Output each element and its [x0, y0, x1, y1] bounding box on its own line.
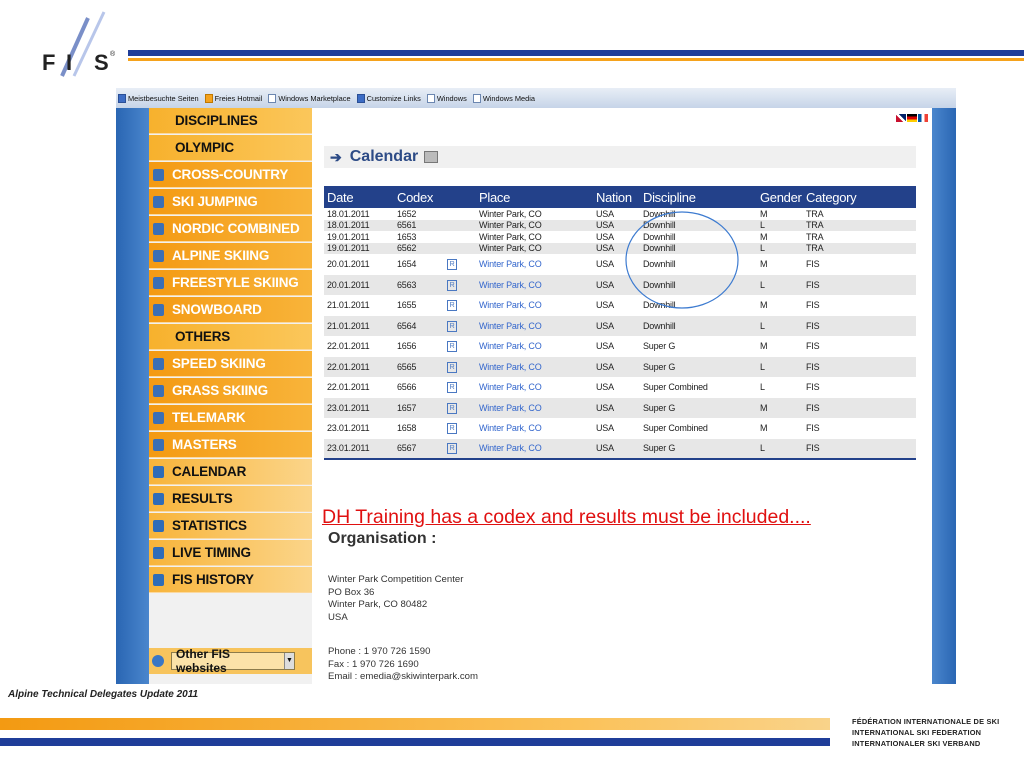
cell-results[interactable] — [444, 398, 476, 419]
dropdown-arrow-icon[interactable]: ▼ — [284, 653, 294, 669]
calendar-rows — [324, 208, 916, 459]
calendar-table — [324, 186, 916, 460]
cell-gender: L — [757, 220, 803, 232]
right-background — [932, 108, 956, 684]
table-row — [324, 231, 916, 243]
cell-nation: USA — [593, 398, 640, 419]
col-gender[interactable]: Gender — [757, 186, 803, 208]
cell-gender: M — [757, 208, 803, 220]
footer-stripe — [0, 716, 830, 746]
cell-codex: 1652 — [394, 208, 444, 220]
cell-place[interactable]: Winter Park, CO — [479, 300, 542, 311]
cell-date: 22.01.2011 — [327, 382, 370, 393]
results-icon[interactable]: R — [447, 300, 457, 311]
globe-icon — [149, 655, 167, 667]
organisation-title: Organisation : — [328, 530, 437, 547]
link-windows-media[interactable]: Windows Media — [473, 94, 535, 103]
table-row — [324, 208, 916, 220]
cell-category: FIS — [806, 259, 820, 270]
cell-place: Winter Park, CO — [476, 208, 593, 220]
nav-statistics[interactable]: STATISTICS — [149, 513, 312, 539]
cell-results[interactable] — [444, 254, 476, 275]
cell-category: FIS — [806, 341, 820, 352]
nav-live-timing[interactable]: LIVE TIMING — [149, 540, 312, 566]
cell-codex: 6563 — [394, 275, 444, 296]
cell-date: 18.01.2011 — [324, 208, 394, 220]
col-date[interactable]: Date — [324, 186, 394, 208]
cell-codex: 6567 — [394, 439, 444, 460]
cell-category: TRA — [803, 208, 916, 220]
cell-nation: USA — [593, 275, 640, 296]
history-icon — [149, 567, 167, 592]
cell-date: 23.01.2011 — [324, 398, 394, 419]
svg-text:S: S — [94, 50, 109, 75]
flag-english-icon[interactable] — [896, 114, 906, 122]
svg-text:®: ® — [110, 51, 116, 58]
olympic-header: OLYMPIC — [149, 135, 312, 161]
cell-results[interactable] — [444, 295, 476, 316]
link-windows[interactable]: Windows — [427, 94, 467, 103]
address-line: USA — [328, 611, 348, 623]
cell-discipline: Super Combined — [643, 382, 708, 393]
calendar-title: Calendar — [349, 148, 419, 165]
cell-category: FIS — [806, 423, 820, 434]
cell-discipline: Downhill — [640, 231, 757, 243]
cell-date: 19.01.2011 — [324, 243, 394, 255]
cell-date: 20.01.2011 — [327, 259, 370, 270]
cell-place: Winter Park, CO — [476, 243, 593, 255]
cell-place[interactable]: Winter Park, CO — [476, 316, 593, 337]
organisation-contact — [328, 646, 478, 684]
cell-results[interactable] — [444, 418, 476, 439]
nav-results[interactable]: RESULTS — [149, 486, 312, 512]
table-row — [324, 336, 916, 357]
cell-nation: USA — [596, 423, 614, 434]
cell-nation: USA — [593, 243, 640, 255]
cell-gender: L — [757, 275, 803, 296]
cell-date: 18.01.2011 — [324, 220, 394, 232]
address-line: Winter Park Competition Center — [328, 574, 464, 585]
header-stripe — [128, 50, 1024, 62]
cell-codex: 1653 — [394, 231, 444, 243]
browser-links-bar — [116, 88, 956, 108]
page-icon — [118, 94, 126, 103]
nav-calendar[interactable]: CALENDAR — [149, 459, 312, 485]
cell-category: FIS — [803, 439, 916, 460]
print-icon[interactable] — [424, 151, 438, 163]
hotmail-icon — [205, 94, 213, 103]
cell-nation: USA — [596, 382, 614, 393]
page-icon — [268, 94, 276, 103]
statistics-icon — [149, 513, 167, 538]
cell-codex: 6561 — [394, 220, 444, 232]
nav-freestyle-skiing[interactable]: FREESTYLE SKIING — [149, 270, 312, 296]
nav-snowboard[interactable]: SNOWBOARD — [149, 297, 312, 323]
cell-gender: L — [757, 357, 803, 378]
cell-nation: USA — [593, 208, 640, 220]
cell-category: FIS — [803, 357, 916, 378]
table-row — [324, 243, 916, 255]
cell-nation: USA — [596, 341, 614, 352]
cell-discipline: Super G — [643, 341, 676, 352]
address-line: Winter Park, CO 80482 — [328, 599, 428, 610]
cell-place: Winter Park, CO — [476, 231, 593, 243]
arrow-right-icon: ➔ — [330, 148, 342, 165]
cell-place[interactable]: Winter Park, CO — [479, 423, 542, 434]
cell-codex: 1655 — [397, 300, 417, 311]
language-flags — [896, 114, 928, 122]
email-link[interactable]: Email : emedia@skiwinterpark.com — [328, 671, 478, 682]
cell-date: 23.01.2011 — [327, 423, 370, 434]
cell-category: TRA — [803, 243, 916, 255]
cell-place: Winter Park, CO — [476, 220, 593, 232]
disciplines-header: DISCIPLINES — [149, 108, 312, 134]
footer-caption: Alpine Technical Delegates Update 2011 — [8, 689, 199, 700]
page-icon — [473, 94, 481, 103]
cell-nation: USA — [593, 231, 640, 243]
cell-category: FIS — [803, 275, 916, 296]
jumper-icon — [149, 189, 167, 214]
cell-results[interactable] — [444, 220, 476, 232]
cell-discipline: Downhill — [640, 243, 757, 255]
calendar-heading — [324, 146, 916, 168]
cell-nation: USA — [596, 259, 614, 270]
cell-place[interactable]: Winter Park, CO — [476, 439, 593, 460]
cell-date: 21.01.2011 — [324, 316, 394, 337]
page-icon — [427, 94, 435, 103]
fax-line: Fax : 1 970 726 1690 — [328, 658, 419, 670]
cell-date: 23.01.2011 — [324, 439, 394, 460]
cell-discipline: Downhill — [640, 220, 757, 232]
results-icon[interactable]: R — [447, 259, 457, 270]
others-header: OTHERS — [149, 324, 312, 350]
cell-codex: 6564 — [394, 316, 444, 337]
masters-icon — [149, 432, 167, 457]
nav-ski-jumping[interactable]: SKI JUMPING — [149, 189, 312, 215]
col-discipline[interactable]: Discipline — [640, 186, 757, 208]
nav-fis-history[interactable]: FIS HISTORY — [149, 567, 312, 593]
alpine-icon — [149, 243, 167, 268]
results-icon[interactable]: R — [447, 321, 457, 332]
cell-place[interactable]: Winter Park, CO — [479, 341, 542, 352]
snowboard-icon — [149, 297, 167, 322]
freestyle-icon — [149, 270, 167, 295]
svg-text:I: I — [66, 50, 73, 75]
cell-codex: 1654 — [397, 259, 417, 270]
cell-codex: 6565 — [394, 357, 444, 378]
cell-discipline: Downhill — [640, 208, 757, 220]
cell-place[interactable]: Winter Park, CO — [479, 382, 542, 393]
left-background — [116, 108, 149, 684]
customize-icon — [357, 94, 365, 103]
cell-place[interactable]: Winter Park, CO — [476, 357, 593, 378]
cell-results[interactable] — [444, 275, 476, 296]
results-icon[interactable]: R — [447, 341, 457, 352]
results-icon[interactable]: R — [447, 403, 457, 414]
nav-cross-country[interactable]: CROSS-COUNTRY — [149, 162, 312, 188]
other-websites-select[interactable]: Other FIS websites ▼ — [171, 652, 295, 670]
cell-codex: 1657 — [394, 398, 444, 419]
cell-place[interactable]: Winter Park, CO — [479, 259, 542, 270]
organisation-address — [328, 574, 463, 624]
cell-discipline: Super G — [640, 398, 757, 419]
cell-gender: L — [757, 439, 803, 460]
nav-masters[interactable]: MASTERS — [149, 432, 312, 458]
cell-discipline: Downhill — [640, 316, 757, 337]
other-fis-websites — [149, 648, 312, 674]
col-place[interactable]: Place — [476, 186, 593, 208]
cell-date: 22.01.2011 — [327, 341, 370, 352]
col-codex[interactable]: Codex — [394, 186, 444, 208]
table-row — [324, 418, 916, 439]
grass-skiing-icon — [149, 378, 167, 403]
cell-results[interactable] — [444, 439, 476, 460]
fis-logo — [40, 10, 120, 80]
cell-nation: USA — [593, 316, 640, 337]
nav-nordic-combined[interactable]: NORDIC COMBINED — [149, 216, 312, 242]
results-icon[interactable]: R — [447, 423, 457, 434]
col-nation[interactable]: Nation — [593, 186, 640, 208]
cell-nation: USA — [593, 439, 640, 460]
link-hotmail[interactable]: Freies Hotmail — [205, 94, 263, 103]
cell-discipline: Downhill — [643, 259, 676, 270]
cell-results[interactable] — [444, 231, 476, 243]
cell-date: 22.01.2011 — [324, 357, 394, 378]
results-icon — [149, 486, 167, 511]
cell-discipline: Super Combined — [643, 423, 708, 434]
phone-line: Phone : 1 970 726 1590 — [328, 646, 431, 657]
address-line: PO Box 36 — [328, 586, 375, 598]
cell-gender: L — [757, 316, 803, 337]
stopwatch-icon — [149, 540, 167, 565]
cell-codex: 1658 — [397, 423, 417, 434]
cell-results[interactable] — [444, 208, 476, 220]
cell-nation: USA — [593, 220, 640, 232]
cell-category: TRA — [803, 220, 916, 232]
table-row — [324, 275, 916, 296]
col-results — [444, 186, 476, 208]
calendar-icon — [149, 459, 167, 484]
cell-codex: 6562 — [394, 243, 444, 255]
federation-name — [852, 716, 999, 749]
cell-discipline: Super G — [640, 439, 757, 460]
cell-gender: L — [757, 243, 803, 255]
cell-discipline: Downhill — [640, 275, 757, 296]
federation-line-fr: FÉDÉRATION INTERNATIONALE DE SKI — [852, 717, 1000, 726]
cell-results[interactable] — [444, 357, 476, 378]
cell-gender: M — [760, 423, 768, 434]
table-row — [324, 357, 916, 378]
cell-date: 20.01.2011 — [324, 275, 394, 296]
cell-place[interactable]: Winter Park, CO — [476, 275, 593, 296]
results-icon[interactable]: R — [447, 362, 457, 373]
cell-gender: M — [757, 398, 803, 419]
cell-gender: M — [757, 231, 803, 243]
table-row — [324, 254, 916, 275]
results-icon[interactable]: R — [447, 280, 457, 291]
flag-german-icon[interactable] — [907, 114, 917, 122]
cell-category: TRA — [803, 231, 916, 243]
skier-icon — [149, 162, 167, 187]
cell-discipline: Super G — [640, 357, 757, 378]
nav-grass-skiing[interactable]: GRASS SKIING — [149, 378, 312, 404]
nordic-icon — [149, 216, 167, 241]
link-most-visited[interactable]: Meistbesuchte Seiten — [118, 94, 199, 103]
table-row — [324, 439, 916, 460]
cell-place[interactable]: Winter Park, CO — [476, 398, 593, 419]
cell-gender: M — [760, 300, 768, 311]
table-row — [324, 220, 916, 232]
cell-results[interactable] — [444, 316, 476, 337]
cell-date: 19.01.2011 — [324, 231, 394, 243]
table-row — [324, 377, 916, 398]
federation-line-de: INTERNATIONALER SKI VERBAND — [852, 739, 981, 748]
cell-codex: 1656 — [397, 341, 417, 352]
cell-discipline: Downhill — [643, 300, 676, 311]
federation-line-en: INTERNATIONAL SKI FEDERATION — [852, 728, 982, 737]
col-category[interactable]: Category — [803, 186, 916, 208]
cell-results[interactable] — [444, 336, 476, 357]
link-customize[interactable]: Customize Links — [357, 94, 421, 103]
cell-date: 21.01.2011 — [327, 300, 370, 311]
fis-website-screenshot — [116, 88, 956, 684]
results-icon[interactable]: R — [447, 443, 457, 454]
nav-telemark[interactable]: TELEMARK — [149, 405, 312, 431]
cell-category: FIS — [806, 382, 820, 393]
cell-nation: USA — [596, 300, 614, 311]
link-marketplace[interactable]: Windows Marketplace — [268, 94, 350, 103]
table-header-row — [324, 186, 916, 208]
cell-category: FIS — [803, 398, 916, 419]
cell-results[interactable] — [444, 377, 476, 398]
cell-gender: M — [760, 259, 768, 270]
flag-french-icon[interactable] — [918, 114, 928, 122]
cell-category: FIS — [806, 300, 820, 311]
telemark-icon — [149, 405, 167, 430]
cell-codex: 6566 — [397, 382, 417, 393]
cell-category: FIS — [803, 316, 916, 337]
cell-gender: L — [760, 382, 765, 393]
svg-text:F: F — [42, 50, 56, 75]
table-row — [324, 398, 916, 419]
cell-gender: M — [760, 341, 768, 352]
sidebar — [149, 108, 312, 684]
cell-nation: USA — [593, 357, 640, 378]
cell-results[interactable] — [444, 243, 476, 255]
results-icon[interactable]: R — [447, 382, 457, 393]
table-row — [324, 316, 916, 337]
speed-skiing-icon — [149, 351, 167, 376]
table-row — [324, 295, 916, 316]
nav-alpine-skiing[interactable]: ALPINE SKIING — [149, 243, 312, 269]
annotation-text: DH Training has a codex and results must be included.... — [322, 506, 811, 528]
nav-speed-skiing[interactable]: SPEED SKIING — [149, 351, 312, 377]
